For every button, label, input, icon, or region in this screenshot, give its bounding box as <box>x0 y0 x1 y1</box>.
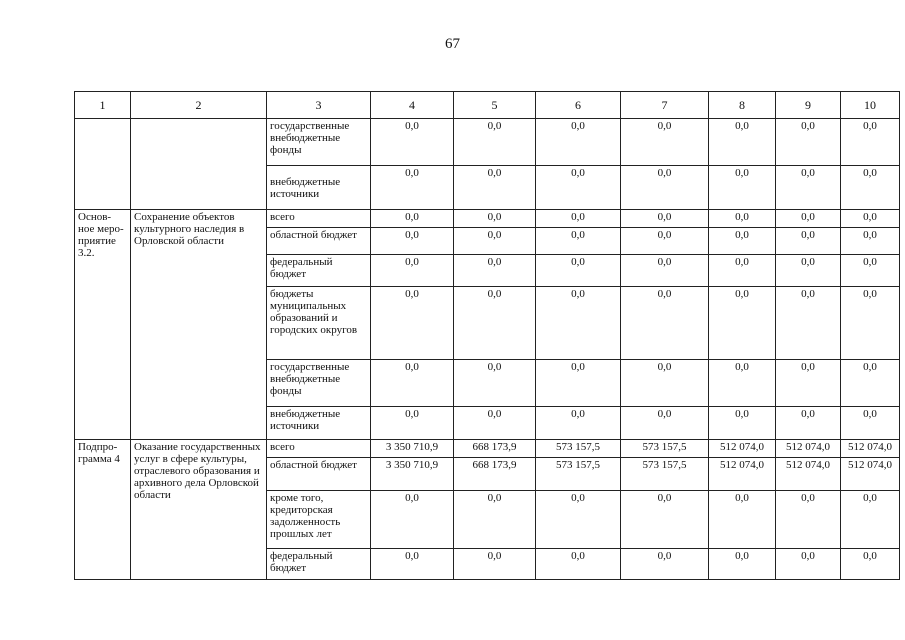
table-row <box>75 440 900 458</box>
value-cell: 0,0 <box>709 228 776 255</box>
source-label: внебюджетные источники <box>267 166 371 210</box>
value-cell: 0,0 <box>371 491 454 549</box>
value-cell: 573 157,5 <box>621 440 709 458</box>
value-cell: 0,0 <box>841 228 900 255</box>
value-cell: 0,0 <box>776 287 841 360</box>
source-label: областной бюджет <box>267 458 371 491</box>
empty-cell <box>131 119 267 210</box>
value-cell: 573 157,5 <box>621 458 709 491</box>
table-row <box>75 210 900 228</box>
value-cell: 0,0 <box>776 228 841 255</box>
value-cell: 0,0 <box>536 360 621 407</box>
value-cell: 0,0 <box>454 119 536 166</box>
value-cell: 668 173,9 <box>454 440 536 458</box>
value-cell: 0,0 <box>841 255 900 287</box>
header-cell: 7 <box>621 92 709 119</box>
value-cell: 0,0 <box>454 287 536 360</box>
value-cell: 0,0 <box>536 228 621 255</box>
value-cell: 0,0 <box>536 166 621 210</box>
value-cell: 0,0 <box>709 119 776 166</box>
header-cell: 1 <box>75 92 131 119</box>
source-label: бюджеты муниципальных образований и городских округов <box>267 287 371 360</box>
value-cell: 0,0 <box>371 287 454 360</box>
value-cell: 0,0 <box>454 210 536 228</box>
value-cell: 0,0 <box>841 166 900 210</box>
page-number: 67 <box>445 36 460 52</box>
value-cell: 512 074,0 <box>841 458 900 491</box>
value-cell: 0,0 <box>454 360 536 407</box>
value-cell: 0,0 <box>371 407 454 440</box>
source-label: всего <box>267 210 371 228</box>
row-code: Подпро-грамма 4 <box>75 440 131 580</box>
value-cell: 0,0 <box>621 407 709 440</box>
value-cell: 0,0 <box>709 549 776 580</box>
value-cell: 0,0 <box>371 210 454 228</box>
value-cell: 512 074,0 <box>841 440 900 458</box>
value-cell: 0,0 <box>776 360 841 407</box>
value-cell: 0,0 <box>776 166 841 210</box>
header-cell: 5 <box>454 92 536 119</box>
value-cell: 512 074,0 <box>709 458 776 491</box>
source-label: федеральный бюджет <box>267 255 371 287</box>
value-cell: 3 350 710,9 <box>371 440 454 458</box>
header-cell: 10 <box>841 92 900 119</box>
value-cell: 0,0 <box>371 119 454 166</box>
value-cell: 0,0 <box>776 491 841 549</box>
value-cell: 0,0 <box>841 491 900 549</box>
value-cell: 0,0 <box>841 210 900 228</box>
value-cell: 0,0 <box>776 255 841 287</box>
value-cell: 3 350 710,9 <box>371 458 454 491</box>
value-cell: 0,0 <box>536 407 621 440</box>
value-cell: 0,0 <box>709 255 776 287</box>
value-cell: 0,0 <box>841 287 900 360</box>
value-cell: 512 074,0 <box>709 440 776 458</box>
source-label: всего <box>267 440 371 458</box>
source-label: областной бюджет <box>267 228 371 255</box>
value-cell: 0,0 <box>454 549 536 580</box>
header-cell: 3 <box>267 92 371 119</box>
value-cell: 0,0 <box>621 228 709 255</box>
value-cell: 0,0 <box>621 491 709 549</box>
value-cell: 0,0 <box>709 166 776 210</box>
row-code: Основ-ное меро-приятие 3.2. <box>75 210 131 440</box>
value-cell: 0,0 <box>709 491 776 549</box>
value-cell: 0,0 <box>536 287 621 360</box>
value-cell: 0,0 <box>709 360 776 407</box>
source-label: государственные внебюджетные фонды <box>267 360 371 407</box>
value-cell: 0,0 <box>841 360 900 407</box>
header-cell: 6 <box>536 92 621 119</box>
row-name: Оказание государственных услуг в сфере культуры, отраслевого образования и архивного дела Орловской области <box>131 440 267 580</box>
value-cell: 0,0 <box>536 549 621 580</box>
value-cell: 0,0 <box>371 166 454 210</box>
value-cell: 0,0 <box>454 255 536 287</box>
header-row <box>75 92 900 119</box>
value-cell: 0,0 <box>709 287 776 360</box>
value-cell: 573 157,5 <box>536 440 621 458</box>
table-row <box>75 119 900 166</box>
source-label: внебюджетные источники <box>267 407 371 440</box>
value-cell: 573 157,5 <box>536 458 621 491</box>
value-cell: 0,0 <box>536 119 621 166</box>
budget-table <box>74 91 900 580</box>
source-label: федеральный бюджет <box>267 549 371 580</box>
value-cell: 0,0 <box>841 119 900 166</box>
header-cell: 9 <box>776 92 841 119</box>
source-label: кроме того, кредиторская задолженность прошлых лет <box>267 491 371 549</box>
value-cell: 668 173,9 <box>454 458 536 491</box>
header-cell: 2 <box>131 92 267 119</box>
value-cell: 0,0 <box>621 210 709 228</box>
value-cell: 0,0 <box>621 166 709 210</box>
value-cell: 0,0 <box>454 228 536 255</box>
value-cell: 0,0 <box>621 255 709 287</box>
value-cell: 0,0 <box>536 210 621 228</box>
value-cell: 0,0 <box>454 407 536 440</box>
row-name: Сохранение объектов культурного наследия в Орловской области <box>131 210 267 440</box>
value-cell: 0,0 <box>454 166 536 210</box>
value-cell: 0,0 <box>841 407 900 440</box>
empty-cell <box>75 119 131 210</box>
value-cell: 0,0 <box>776 549 841 580</box>
value-cell: 0,0 <box>621 287 709 360</box>
value-cell: 0,0 <box>841 549 900 580</box>
header-cell: 4 <box>371 92 454 119</box>
value-cell: 0,0 <box>621 549 709 580</box>
value-cell: 512 074,0 <box>776 458 841 491</box>
value-cell: 0,0 <box>371 549 454 580</box>
value-cell: 512 074,0 <box>776 440 841 458</box>
value-cell: 0,0 <box>776 119 841 166</box>
value-cell: 0,0 <box>709 210 776 228</box>
value-cell: 0,0 <box>371 360 454 407</box>
header-cell: 8 <box>709 92 776 119</box>
value-cell: 0,0 <box>776 407 841 440</box>
value-cell: 0,0 <box>536 491 621 549</box>
value-cell: 0,0 <box>776 210 841 228</box>
value-cell: 0,0 <box>709 407 776 440</box>
value-cell: 0,0 <box>454 491 536 549</box>
value-cell: 0,0 <box>371 228 454 255</box>
value-cell: 0,0 <box>621 119 709 166</box>
value-cell: 0,0 <box>371 255 454 287</box>
value-cell: 0,0 <box>621 360 709 407</box>
source-label: государственные внебюджетные фонды <box>267 119 371 166</box>
value-cell: 0,0 <box>536 255 621 287</box>
